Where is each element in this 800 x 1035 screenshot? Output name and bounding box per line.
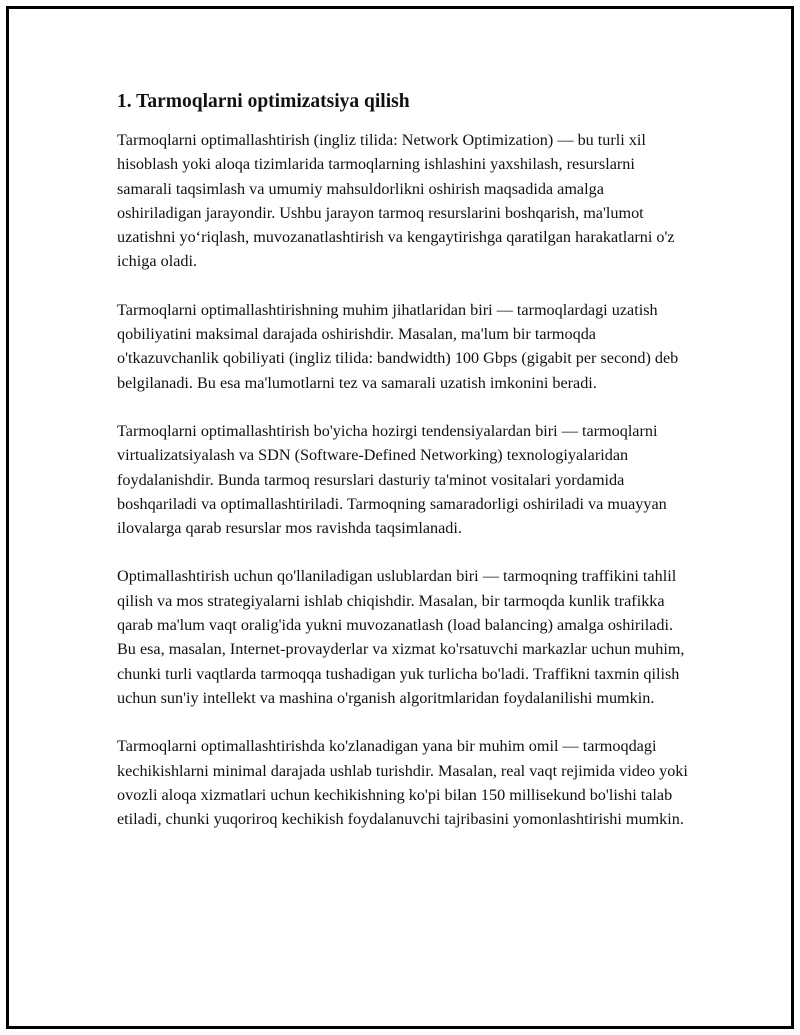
paragraph-4: Optimallashtirish uchun qo'llaniladigan uslublardan biri — tarmoqning traffikini tahlil qilish va mos strategiyalarni ishlab chiqishdir. Masalan, bir tarmoqda kunlik trafikka qarab ma'lum vaqt oralig'ida yukni muvozanatlash (load balancing) amalga oshiriladi. Bu esa, masalan, Internet-provayderlar va xizmat ko'rsatuvchi markazlar uchun muhim, chunki turli vaqtlarda tarmoqqa tushadigan yuk turlicha bo'ladi. Traffikni taxmin qilish uchun sun'iy intellekt va mashina o'rganish algoritmlaridan foydalanilishi mumkin. [117,567,685,707]
paragraph-3: Tarmoqlarni optimallashtirish bo'yicha hozirgi tendensiyalardan biri — tarmoqlarni virtualizatsiyalash va SDN (Software-Defined Networking) texnologiyalaridan foydalanishdir. Bunda tarmoq resurslari dasturiy ta'minot vositalari yordamida boshqariladi va optimallashtiriladi. Tarmoqning samaradorligi oshiriladi va muayyan ilovalarga qarab resurslar mos ravishda taqsimlanadi. [117,421,667,538]
section-title: 1. Tarmoqlarni optimizatsiya qilish [117,91,410,112]
paragraph-2: Tarmoqlarni optimallashtirishning muhim jihatlaridan biri — tarmoqlardagi uzatish qobiliyatini maksimal darajada oshirishdir. Masalan, ma'lum bir tarmoqda o'tkazuvchanlik qobiliyati (ingliz tilida: bandwidth) 100 Gbps (gigabit per second) deb belgilanadi. Bu esa ma'lumotlarni tez va samarali uzatish imkonini beradi. [117,300,679,392]
document-body [117,88,689,855]
paragraph-1: Tarmoqlarni optimallashtirish (ingliz tilida: Network Optimization) — bu turli xil hisoblash yoki aloqa tizimlarida tarmoqlarning ishlashini yaxshilash, resurslarni samarali taqsimlash va umumiy mahsuldorlikni oshirish maqsadida amalga oshiriladigan jarayondir. Ushbu jarayon tarmoq resurslarini boshqarish, ma'lumot uzatishni yo‘riqlash, muvozanatlashtirish va kengaytirishga qaratilgan harakatlarni o'z ichiga oladi. [117,131,675,271]
paragraph-5: Tarmoqlarni optimallashtirishda ko'zlanadigan yana bir muhim omil — tarmoqdagi kechikishlarni minimal darajada ushlab turishdir. Masalan, real vaqt rejimida video yoki ovozli aloqa xizmatlari uchun kechikishning ko'pi bilan 150 millisekund bo'lishi talab etiladi, chunki yuqoriroq kechikish foydalanuvchi tajribasini yomonlashtirishi mumkin. [117,737,688,829]
